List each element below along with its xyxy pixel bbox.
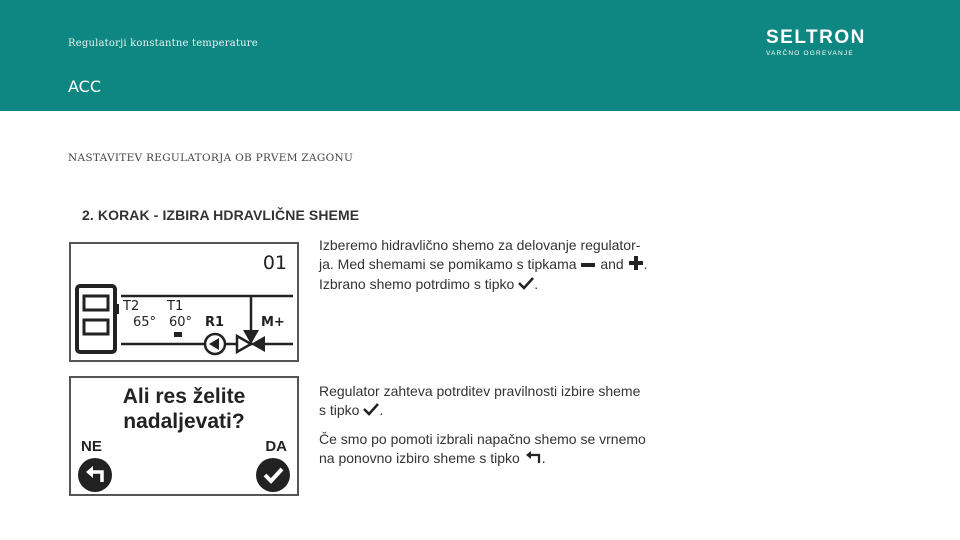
header-subtitle: Regulatorji konstantne temperature	[68, 38, 258, 49]
logo-tagline: VARČNO OGREVANJE	[766, 50, 854, 57]
lcd-scheme-display	[69, 242, 299, 362]
t1-label: T1	[167, 299, 184, 314]
p2-line2: s tipko .	[319, 401, 699, 421]
instruction-confirm	[319, 382, 699, 421]
back-arrow-icon	[524, 450, 542, 469]
plus-icon	[628, 256, 644, 275]
confirm-question-line1: Ali res želite	[122, 385, 246, 408]
section-title: NASTAVITEV REGULATORJA OB PRVEM ZAGONU	[68, 152, 354, 164]
p1-line1: Izberemo hidravlično shemo za delovanje regulator-	[319, 237, 641, 253]
t2-value: 65°	[133, 315, 157, 330]
mixing-valve-icon	[237, 330, 265, 352]
boiler-icon	[77, 286, 119, 352]
step-title: 2. KORAK - IZBIRA HDRAVLIČNE SHEME	[82, 207, 360, 223]
p2-line1: Regulator zahteva potrditev pravilnosti izbire sheme	[319, 383, 641, 399]
t2-label: T2	[123, 299, 140, 314]
t1-value: 60°	[169, 315, 193, 330]
yes-label: DA	[265, 438, 287, 455]
logo-brand: SELTRON	[766, 27, 866, 48]
back-arrow-icon	[78, 458, 112, 492]
p1-line2: ja. Med shemami se pomikamo s tipkama and .	[319, 255, 699, 275]
check-icon	[256, 458, 290, 492]
r1-label: R1	[205, 315, 225, 330]
scheme-code: 01	[262, 252, 287, 274]
p3-line1: Če smo po pomoti izbrali napačno shemo se vrnemo	[319, 431, 646, 447]
pump-icon	[205, 334, 225, 354]
p3-line2: na ponovno izbiro sheme s tipko .	[319, 449, 699, 469]
hydraulic-scheme-diagram	[71, 244, 297, 360]
lcd-confirm-display	[69, 376, 299, 496]
instruction-go-back	[319, 430, 699, 469]
confirm-question-line2: nadaljevati?	[123, 410, 245, 433]
p1-line3: Izbrano shemo potrdimo s tipko .	[319, 275, 699, 295]
seltron-logo	[766, 28, 866, 57]
minus-icon	[580, 256, 596, 275]
sensor-icon	[174, 332, 182, 337]
no-label: NE	[81, 438, 102, 455]
check-icon	[363, 402, 379, 421]
check-icon	[518, 276, 534, 295]
instruction-select-scheme	[319, 236, 699, 295]
m-label: M+	[261, 315, 285, 330]
header-banner	[0, 0, 960, 111]
header-title: ACC	[68, 77, 102, 96]
